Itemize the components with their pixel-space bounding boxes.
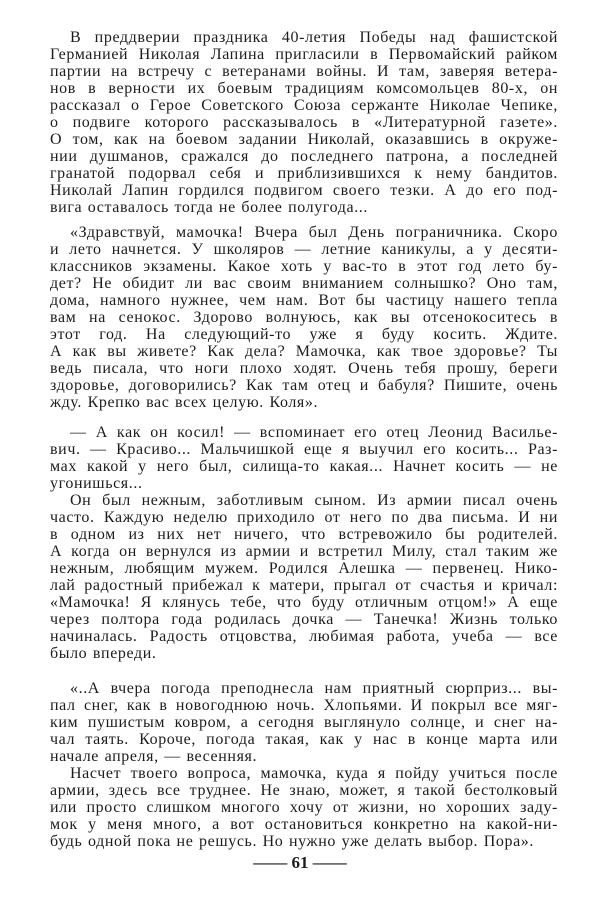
text-line: Германией Николая Лапина пригласили в Первомайский райком [50, 46, 558, 63]
text-line: начиналась. Радость отцовства, любимая работа, учеба — все [50, 628, 558, 645]
text-line: мах какой у него был, силища-то какая... Начнет косить — не [50, 458, 558, 475]
paragraph [50, 224, 558, 411]
text-line: мок у меня много, а вот остановиться конкретно на какой-ни- [50, 816, 558, 833]
text-line: дет? Не обидит ли вас своим вниманием солнышко? Оно там, [50, 275, 558, 292]
text-line: Николай Лапин гордился подвигом своего тезки. А до его под- [50, 182, 558, 199]
text-line: будь одной пока не решусь. Но нужно уже делать выбор. Пора». [50, 833, 535, 850]
text-line: вич. — Красиво... Мальчишкой еще я выучил его косить... Раз- [50, 441, 558, 458]
text-line: часто. Каждую неделю приходило от него по два письма. И ни [50, 509, 558, 526]
text-line: начале апреля, — весенняя. [50, 748, 258, 765]
text-line: рассказал о Герое Советского Союза сержанте Николае Чепике, [50, 97, 558, 114]
text-line: жду. Крепко вас всех целую. Коля». [50, 394, 319, 411]
text-line: А когда он вернулся из армии и встретил Милу, стал таким же [50, 543, 558, 560]
text-line: — А как он косил! — вспоминает его отец Леонид Василье- [70, 424, 558, 441]
text-line: через полтора года родилась дочка — Танечка! Жизнь только [50, 611, 558, 628]
paragraph [50, 680, 558, 765]
text-line: нов в верности их боевым традициям комсомольцев 80-х, он [50, 80, 558, 97]
text-line: классников экзамены. Какое хоть у вас-то в этот год лето бу- [50, 258, 558, 275]
text-line: угонишься... [50, 475, 143, 492]
text-line: гранатой подорвал себя и приблизившихся к нему бандитов. [50, 165, 558, 182]
page-number: —— 61 —— [253, 853, 347, 872]
text-line: здоровье, договорились? Как там отец и бабуля? Пишите, очень [50, 377, 558, 394]
text-line: в одном из них нет ничего, что встревожило бы родителей. [50, 526, 558, 543]
text-line: Он был нежным, заботливым сыном. Из армии писал очень [70, 492, 558, 509]
text-line: или просто слишком многого хочу от жизни, но хороших заду- [50, 799, 558, 816]
paragraph [50, 765, 558, 850]
text-line: лай радостный прибежал к матери, прыгал от счастья и кричал: [50, 577, 558, 594]
text-line: вам на сенокос. Здорово волнуюсь, как вы отсенокоситесь в [50, 309, 558, 326]
text-line: А как вы живете? Как дела? Мамочка, как твое здоровье? Ты [50, 343, 558, 360]
paragraph [50, 492, 558, 662]
text-line: и лето начнется. У школяров — летние каникулы, а у десяти- [50, 241, 558, 258]
text-line: «..А вчера погода преподнесла нам приятный сюрприз... вы- [70, 680, 558, 697]
text-line: О том, как на боевом задании Николай, оказавшись в окруже- [50, 131, 558, 148]
text-line: В преддверии праздника 40-летия Победы над фашистской [70, 29, 558, 46]
text-line: пал снег, как в новогоднюю ночь. Хлопьями. И покрыл все мяг- [50, 697, 558, 714]
text-line: ким пушистым ковром, а сегодня выглянуло солнце, и снег на- [50, 714, 558, 731]
text-line: было впереди. [50, 645, 157, 662]
text-line: дома, намного нужнее, чем нам. Вот бы частицу нашего тепла [50, 292, 558, 309]
text-line: о подвиге которого рассказывалось в «Литературной газете». [50, 114, 558, 131]
text-line: этот год. На следующий-то уже я буду косить. Ждите. [50, 326, 558, 343]
text-line: партии на встречу с ветеранами войны. И там, заверяя ветера- [50, 63, 558, 80]
text-line: ведь писала, что ноги плохо ходят. Очень тебя прошу, береги [50, 360, 558, 377]
page-body [50, 29, 558, 850]
text-line: «Мамочка! Я клянусь тебе, что буду отличным отцом!» А еще [50, 594, 558, 611]
paragraph [50, 29, 558, 216]
text-line: армии, здесь все труднее. Не знаю, может, я такой бестолковый [50, 782, 558, 799]
text-line: вига оставалось тогда не более полугода... [50, 199, 368, 216]
text-line: нии душманов, сражался до последнего патрона, а последней [50, 148, 558, 165]
text-line: «Здравствуй, мамочка! Вчера был День пограничника. Скоро [70, 224, 558, 241]
text-line: нежным, любящим мужем. Родился Алешка — первенец. Нико- [50, 560, 558, 577]
text-line: Насчет твоего вопроса, мамочка, куда я пойду учиться после [70, 765, 558, 782]
paragraph [50, 424, 558, 492]
text-line: чал таять. Короче, погода такая, как у нас в конце марта или [50, 731, 558, 748]
